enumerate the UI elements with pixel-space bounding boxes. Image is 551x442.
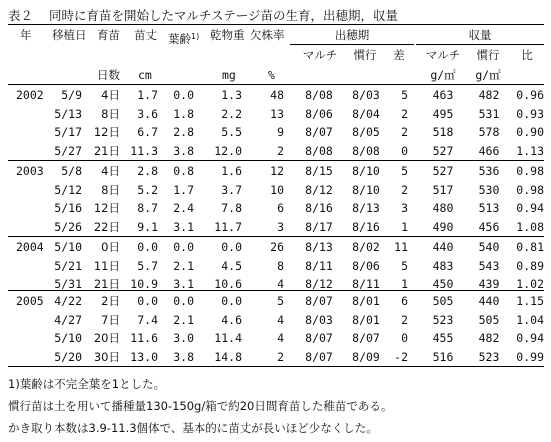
cell-date: 5/10 bbox=[54, 331, 82, 346]
cell-year bbox=[16, 144, 48, 158]
cell-h-multi: 8/17 bbox=[305, 220, 333, 235]
cell-leaf: 0.0 bbox=[173, 88, 194, 102]
cell-y-conv: 513 bbox=[478, 201, 500, 216]
yield-group-rule bbox=[416, 44, 544, 45]
cell-date: 5/12 bbox=[54, 182, 82, 197]
cell-h-conv: 8/01 bbox=[352, 312, 380, 327]
cell-miss: 4 bbox=[277, 277, 284, 292]
cell-diff: 2 bbox=[401, 106, 408, 121]
cell-y-multi: 527 bbox=[432, 164, 454, 178]
cell-ratio: 0.94 bbox=[516, 331, 544, 346]
header-height: 苗丈 bbox=[134, 28, 157, 42]
note-1: 1)葉齢は不完全葉を1とした。 bbox=[8, 377, 166, 391]
cell-y-conv: 543 bbox=[478, 258, 500, 273]
cell-year bbox=[16, 183, 48, 197]
cell-date: 5/21 bbox=[54, 258, 82, 273]
cell-days: 30日 bbox=[93, 350, 120, 365]
cell-date: 5/13 bbox=[54, 106, 82, 121]
header-yield-ratio: 比 bbox=[521, 48, 533, 62]
cell-y-conv: 531 bbox=[478, 106, 500, 121]
cell-h-conv: 8/11 bbox=[352, 277, 380, 292]
cell-ratio: 1.02 bbox=[516, 277, 544, 292]
cell-y-conv: 536 bbox=[478, 164, 500, 178]
cell-h-conv: 8/10 bbox=[352, 164, 380, 178]
cell-height: 9.1 bbox=[137, 220, 158, 235]
cell-leaf: 3.1 bbox=[173, 220, 194, 235]
group-rule-2004 bbox=[8, 236, 544, 237]
note-2: 慣行苗は土を用いて播種量130-150g/箱で約20日間育苗した稚苗である。 bbox=[8, 399, 393, 413]
header-year: 年 bbox=[20, 28, 32, 42]
cell-miss: 6 bbox=[277, 201, 284, 216]
cell-diff: 0 bbox=[401, 331, 408, 346]
cell-h-multi: 8/08 bbox=[305, 144, 333, 159]
cell-miss: 4 bbox=[277, 312, 284, 327]
cell-y-multi: 450 bbox=[432, 277, 454, 292]
cell-height: 0.0 bbox=[137, 294, 158, 308]
cell-days: 11日 bbox=[93, 258, 120, 273]
cell-y-conv: 523 bbox=[478, 350, 500, 365]
cell-h-conv: 8/06 bbox=[352, 258, 380, 273]
header-heading-group: 出穂期 bbox=[334, 28, 370, 42]
cell-dry: 0.0 bbox=[221, 240, 242, 254]
cell-diff: 1 bbox=[401, 220, 408, 235]
unit-yield-conv: g/㎡ bbox=[475, 68, 501, 82]
cell-h-conv: 8/07 bbox=[352, 331, 380, 346]
unit-days: 日数 bbox=[97, 68, 120, 82]
cell-leaf: 3.8 bbox=[173, 144, 194, 159]
cell-ratio: 0.90 bbox=[516, 125, 544, 140]
unit-pct: % bbox=[268, 68, 275, 82]
cell-miss: 12 bbox=[270, 164, 284, 178]
cell-dry: 1.6 bbox=[221, 164, 242, 178]
cell-miss: 5 bbox=[277, 294, 284, 308]
cell-ratio: 0.94 bbox=[516, 201, 544, 216]
cell-h-conv: 8/04 bbox=[352, 106, 380, 121]
cell-dry: 11.4 bbox=[214, 331, 242, 346]
cell-date: 5/27 bbox=[54, 144, 82, 159]
cell-y-multi: 495 bbox=[432, 106, 454, 121]
cell-leaf: 0.8 bbox=[173, 164, 194, 178]
cell-leaf: 2.8 bbox=[173, 125, 194, 140]
header-yield-multi: マルチ bbox=[425, 48, 461, 62]
cell-height: 3.6 bbox=[137, 106, 158, 121]
cell-leaf: 3.0 bbox=[173, 331, 194, 346]
unit-cm: cm bbox=[138, 68, 152, 82]
cell-leaf: 3.1 bbox=[173, 277, 194, 292]
cell-y-conv: 530 bbox=[478, 182, 500, 197]
cell-days: 20日 bbox=[93, 331, 120, 346]
cell-days: 21日 bbox=[93, 277, 120, 292]
cell-h-conv: 8/08 bbox=[352, 144, 380, 159]
cell-leaf: 1.7 bbox=[173, 182, 194, 197]
cell-leaf: 1.8 bbox=[173, 106, 194, 121]
cell-diff: 5 bbox=[401, 258, 408, 273]
cell-dry: 3.7 bbox=[221, 182, 242, 197]
cell-h-multi: 8/07 bbox=[305, 294, 333, 308]
cell-height: 2.8 bbox=[137, 164, 158, 178]
cell-miss: 48 bbox=[270, 88, 284, 102]
cell-leaf: 0.0 bbox=[173, 294, 194, 308]
cell-h-multi: 8/13 bbox=[305, 240, 333, 254]
cell-days: 8日 bbox=[101, 106, 120, 121]
cell-dry: 0.0 bbox=[221, 294, 242, 308]
cell-y-multi: 490 bbox=[432, 220, 454, 235]
header-heading-conv: 慣行 bbox=[353, 48, 377, 62]
cell-h-multi: 8/11 bbox=[305, 258, 333, 273]
group-rule-2003 bbox=[8, 160, 544, 161]
cell-h-conv: 8/05 bbox=[352, 125, 380, 140]
cell-date: 4/22 bbox=[54, 294, 82, 308]
cell-ratio: 1.08 bbox=[516, 220, 544, 235]
cell-year bbox=[16, 201, 48, 215]
cell-y-conv: 466 bbox=[478, 144, 500, 159]
cell-dry: 11.7 bbox=[214, 220, 242, 235]
cell-dry: 12.0 bbox=[214, 144, 242, 159]
cell-height: 5.7 bbox=[137, 258, 158, 273]
cell-h-multi: 8/12 bbox=[305, 182, 333, 197]
cell-days: 4日 bbox=[101, 164, 120, 178]
cell-y-multi: 516 bbox=[432, 350, 454, 365]
header-transplant-date: 移植日 bbox=[52, 28, 87, 42]
cell-height: 6.7 bbox=[137, 125, 158, 140]
cell-height: 7.4 bbox=[137, 312, 158, 327]
cell-h-multi: 8/07 bbox=[305, 350, 333, 365]
cell-height: 0.0 bbox=[137, 240, 158, 254]
cell-diff: -2 bbox=[394, 350, 408, 365]
header-leaf-age bbox=[168, 30, 199, 44]
cell-h-multi: 8/06 bbox=[305, 106, 333, 121]
cell-dry: 5.5 bbox=[221, 125, 242, 140]
cell-y-conv: 505 bbox=[478, 312, 500, 327]
cell-y-multi: 440 bbox=[432, 240, 454, 254]
cell-ratio: 0.93 bbox=[516, 106, 544, 121]
cell-y-multi: 523 bbox=[432, 312, 454, 327]
cell-miss: 8 bbox=[277, 258, 284, 273]
cell-diff: 2 bbox=[401, 182, 408, 197]
cell-h-multi: 8/08 bbox=[305, 88, 333, 102]
bottom-rule bbox=[8, 366, 544, 367]
cell-days: 8日 bbox=[101, 182, 120, 197]
table-title bbox=[8, 6, 398, 24]
cell-year bbox=[16, 220, 48, 234]
cell-date: 5/20 bbox=[54, 350, 82, 365]
cell-ratio: 0.96 bbox=[516, 88, 544, 102]
cell-date: 4/27 bbox=[54, 312, 82, 327]
cell-year bbox=[16, 107, 48, 121]
header-bottom-rule bbox=[8, 84, 544, 85]
cell-height: 13.0 bbox=[130, 350, 158, 365]
cell-date: 5/17 bbox=[54, 125, 82, 140]
header-leaf-age-note: 1) bbox=[191, 32, 200, 41]
cell-ratio: 1.13 bbox=[516, 144, 544, 159]
cell-h-multi: 8/07 bbox=[305, 331, 333, 346]
cell-year: 2005 bbox=[16, 294, 44, 308]
cell-days: 0日 bbox=[101, 240, 120, 254]
unit-yield-multi: g/㎡ bbox=[430, 68, 456, 82]
cell-height: 1.7 bbox=[137, 88, 158, 102]
cell-y-multi: 463 bbox=[432, 88, 454, 102]
cell-leaf: 2.1 bbox=[173, 312, 194, 327]
cell-year bbox=[16, 125, 48, 139]
cell-days: 2日 bbox=[101, 294, 120, 308]
unit-mg: mg bbox=[222, 68, 236, 82]
cell-h-conv: 8/16 bbox=[352, 220, 380, 235]
cell-miss: 10 bbox=[270, 182, 284, 197]
cell-miss: 3 bbox=[277, 220, 284, 235]
cell-diff: 2 bbox=[401, 125, 408, 140]
cell-date: 5/8 bbox=[61, 164, 82, 178]
cell-dry: 4.6 bbox=[221, 312, 242, 327]
cell-ratio: 0.81 bbox=[516, 240, 544, 254]
header-heading-multi: マルチ bbox=[302, 48, 338, 62]
cell-date: 5/16 bbox=[54, 201, 82, 216]
cell-dry: 4.5 bbox=[221, 258, 242, 273]
cell-y-conv: 540 bbox=[478, 240, 500, 254]
cell-days: 12日 bbox=[93, 125, 120, 140]
header-yield-group: 収量 bbox=[468, 28, 492, 42]
cell-h-multi: 8/03 bbox=[305, 312, 333, 327]
cell-year: 2002 bbox=[16, 88, 44, 102]
cell-days: 4日 bbox=[101, 88, 120, 102]
cell-miss: 13 bbox=[270, 106, 284, 121]
cell-diff: 11 bbox=[394, 240, 408, 254]
cell-y-conv: 482 bbox=[478, 331, 500, 346]
cell-h-multi: 8/12 bbox=[305, 277, 333, 292]
cell-y-conv: 456 bbox=[478, 220, 500, 235]
cell-year bbox=[16, 259, 48, 273]
cell-y-multi: 517 bbox=[432, 182, 454, 197]
cell-y-multi: 527 bbox=[432, 144, 454, 159]
table-number: 表２ bbox=[8, 8, 34, 23]
cell-y-conv: 439 bbox=[478, 277, 500, 292]
cell-ratio: 0.99 bbox=[516, 350, 544, 365]
header-missing-rate: 欠株率 bbox=[250, 28, 285, 42]
cell-h-conv: 8/10 bbox=[352, 182, 380, 197]
cell-days: 12日 bbox=[93, 201, 120, 216]
note-3: かき取り本数は3.9-11.3個体で、基本的に苗丈が長いほど少なくした。 bbox=[8, 421, 378, 435]
cell-date: 5/9 bbox=[61, 88, 82, 102]
cell-height: 5.2 bbox=[137, 182, 158, 197]
cell-ratio: 1.15 bbox=[516, 294, 544, 308]
cell-diff: 2 bbox=[401, 312, 408, 327]
header-seedling: 育苗 bbox=[97, 28, 120, 42]
cell-leaf: 3.8 bbox=[173, 350, 194, 365]
cell-h-conv: 8/02 bbox=[352, 240, 380, 254]
cell-h-multi: 8/07 bbox=[305, 125, 333, 140]
heading-group-rule bbox=[290, 44, 414, 45]
cell-dry: 14.8 bbox=[214, 350, 242, 365]
header-leaf-age-label: 葉齢 bbox=[168, 32, 191, 46]
cell-y-multi: 455 bbox=[432, 331, 454, 346]
cell-y-multi: 518 bbox=[432, 125, 454, 140]
cell-ratio: 0.98 bbox=[516, 164, 544, 178]
group-rule-2005 bbox=[8, 290, 544, 291]
cell-y-conv: 482 bbox=[478, 88, 500, 102]
cell-h-conv: 8/03 bbox=[352, 88, 380, 102]
cell-leaf: 2.1 bbox=[173, 258, 194, 273]
cell-days: 21日 bbox=[93, 144, 120, 159]
cell-miss: 2 bbox=[277, 350, 284, 365]
cell-date: 5/31 bbox=[54, 277, 82, 292]
cell-y-conv: 440 bbox=[478, 294, 500, 308]
table-caption: 同時に育苗を開始したマルチステージ苗の生育，出穂期，収量 bbox=[49, 8, 399, 23]
cell-diff: 3 bbox=[401, 201, 408, 216]
cell-dry: 1.3 bbox=[221, 88, 242, 102]
cell-ratio: 0.98 bbox=[516, 182, 544, 197]
cell-h-multi: 8/16 bbox=[305, 201, 333, 216]
cell-miss: 26 bbox=[270, 240, 284, 254]
header-yield-conv: 慣行 bbox=[476, 48, 500, 62]
cell-diff: 1 bbox=[401, 277, 408, 292]
cell-leaf: 2.4 bbox=[173, 201, 194, 216]
cell-dry: 2.2 bbox=[221, 106, 242, 121]
cell-y-multi: 505 bbox=[432, 294, 454, 308]
cell-dry: 7.8 bbox=[221, 201, 242, 216]
cell-height: 8.7 bbox=[137, 201, 158, 216]
cell-h-conv: 8/13 bbox=[352, 201, 380, 216]
top-rule bbox=[8, 24, 544, 25]
cell-diff: 0 bbox=[401, 144, 408, 159]
cell-height: 10.9 bbox=[130, 277, 158, 292]
cell-height: 11.3 bbox=[130, 144, 158, 159]
cell-year: 2004 bbox=[16, 240, 44, 254]
cell-diff: 6 bbox=[401, 294, 408, 308]
cell-h-conv: 8/01 bbox=[352, 294, 380, 308]
cell-diff: 5 bbox=[401, 164, 408, 178]
cell-date: 5/26 bbox=[54, 220, 82, 235]
cell-days: 22日 bbox=[93, 220, 120, 235]
cell-year: 2003 bbox=[16, 164, 44, 178]
cell-h-multi: 8/15 bbox=[305, 164, 333, 178]
cell-leaf: 0.0 bbox=[173, 240, 194, 254]
cell-height: 11.6 bbox=[130, 331, 158, 346]
cell-date: 5/10 bbox=[54, 240, 82, 254]
cell-dry: 10.6 bbox=[214, 277, 242, 292]
cell-days: 7日 bbox=[101, 312, 120, 327]
cell-diff: 5 bbox=[401, 88, 408, 102]
cell-miss: 2 bbox=[277, 144, 284, 159]
cell-year bbox=[16, 350, 48, 364]
cell-y-conv: 578 bbox=[478, 125, 500, 140]
cell-year bbox=[16, 331, 48, 345]
cell-year bbox=[16, 313, 48, 327]
cell-ratio: 1.04 bbox=[516, 312, 544, 327]
cell-ratio: 0.89 bbox=[516, 258, 544, 273]
cell-miss: 9 bbox=[277, 125, 284, 140]
cell-y-multi: 480 bbox=[432, 201, 454, 216]
cell-h-conv: 8/09 bbox=[352, 350, 380, 365]
cell-y-multi: 483 bbox=[432, 258, 454, 273]
header-dry-weight: 乾物重 bbox=[210, 28, 245, 42]
header-heading-diff: 差 bbox=[393, 48, 405, 62]
cell-miss: 4 bbox=[277, 331, 284, 346]
